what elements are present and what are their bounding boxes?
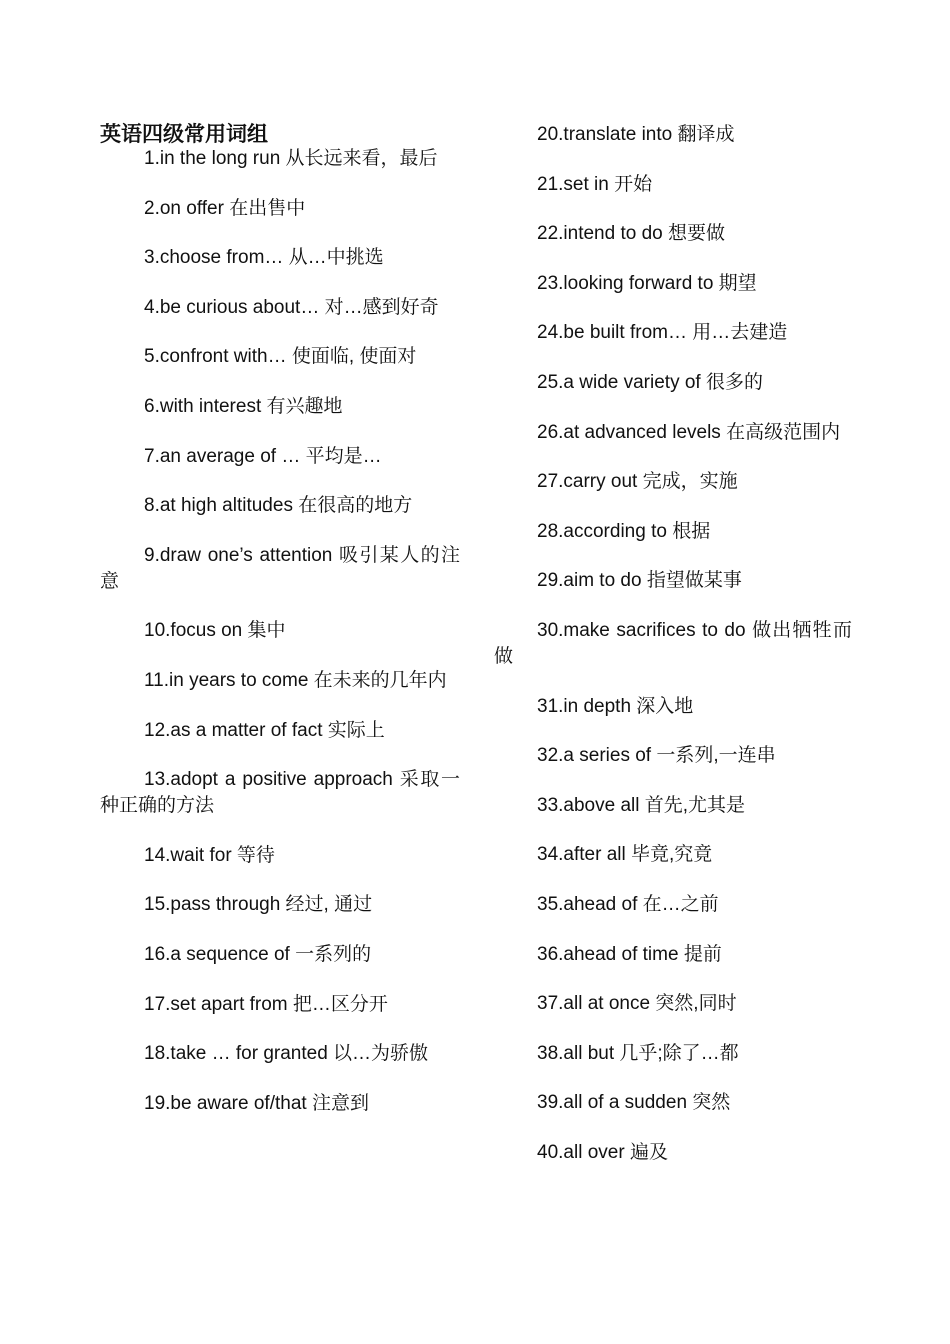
phrase-entry: 3.choose from… 从…中挑选: [144, 247, 384, 269]
phrase-entry: 20.translate into 翻译成: [537, 124, 735, 145]
phrase-entry: 38.all but 几乎;除了…都: [537, 1042, 739, 1064]
phrase-entry: 11.in years to come 在未来的几年内: [144, 669, 447, 691]
phrase-entry: 18.take … for granted 以…为骄傲: [144, 1043, 429, 1065]
phrase-entry: 22.intend to do 想要做: [537, 223, 725, 245]
phrase-entry: 40.all over 遍及: [537, 1141, 668, 1163]
phrase-entry: 35.ahead of 在…之前: [537, 893, 719, 915]
document-title: 英语四级常用词组: [100, 123, 268, 146]
phrase-entry: 25.a wide variety of 很多的: [537, 371, 763, 393]
phrase-entry: 5.confront with… 使面临, 使面对: [144, 346, 417, 368]
left-column: [100, 122, 460, 1140]
phrase-entry: 23.looking forward to 期望: [537, 272, 757, 294]
phrase-entry: 4.be curious about… 对…感到好奇: [144, 296, 439, 318]
phrase-entry: 27.carry out 完成，实施: [537, 471, 738, 493]
right-column: [494, 122, 852, 1189]
phrase-entry: 6.with interest 有兴趣地: [144, 395, 343, 417]
phrase-entry: 33.above all 首先,尤其是: [537, 794, 746, 816]
phrase-entry: 26.at advanced levels 在高级范围内: [537, 421, 841, 443]
phrase-entry: 28.according to 根据: [537, 520, 711, 542]
phrase-entry: 14.wait for 等待: [144, 844, 275, 866]
phrase-entry: 19.be aware of/that 注意到: [144, 1092, 369, 1114]
phrase-entry: 9.draw one’s attention 吸引某人的注意: [100, 544, 460, 592]
phrase-entry: 30.make sacrifices to do 做出牺牲而做: [494, 619, 852, 667]
phrase-entry: 2.on offer 在出售中: [144, 197, 306, 219]
phrase-entry: 24.be built from… 用…去建造: [537, 322, 788, 344]
phrase-entry: 34.after all 毕竟,究竟: [537, 844, 713, 866]
phrase-entry: 17.set apart from 把…区分开: [144, 993, 388, 1015]
phrase-entry: 1.in the long run 从长远来看，最后: [144, 148, 438, 169]
phrase-entry: 37.all at once 突然,同时: [537, 993, 737, 1015]
phrase-entry: 15.pass through 经过, 通过: [144, 894, 373, 916]
phrase-entry: 8.at high altitudes 在很高的地方: [144, 495, 413, 517]
phrase-entry: 29.aim to do 指望做某事: [537, 570, 742, 592]
phrase-entry: 36.ahead of time 提前: [537, 943, 722, 965]
phrase-entry: 31.in depth 深入地: [537, 695, 694, 717]
phrase-entry: 32.a series of 一系列,一连串: [537, 745, 776, 767]
phrase-entry: 7.an average of … 平均是…: [144, 445, 382, 467]
phrase-entry: 10.focus on 集中: [144, 620, 286, 642]
phrase-entry: 13.adopt a positive approach 采取一种正确的方法: [100, 769, 460, 817]
phrase-entry: 16.a sequence of 一系列的: [144, 943, 372, 965]
phrase-entry: 21.set in 开始: [537, 173, 653, 195]
phrase-entry: 12.as a matter of fact 实际上: [144, 719, 385, 741]
phrase-entry: 39.all of a sudden 突然: [537, 1092, 731, 1114]
